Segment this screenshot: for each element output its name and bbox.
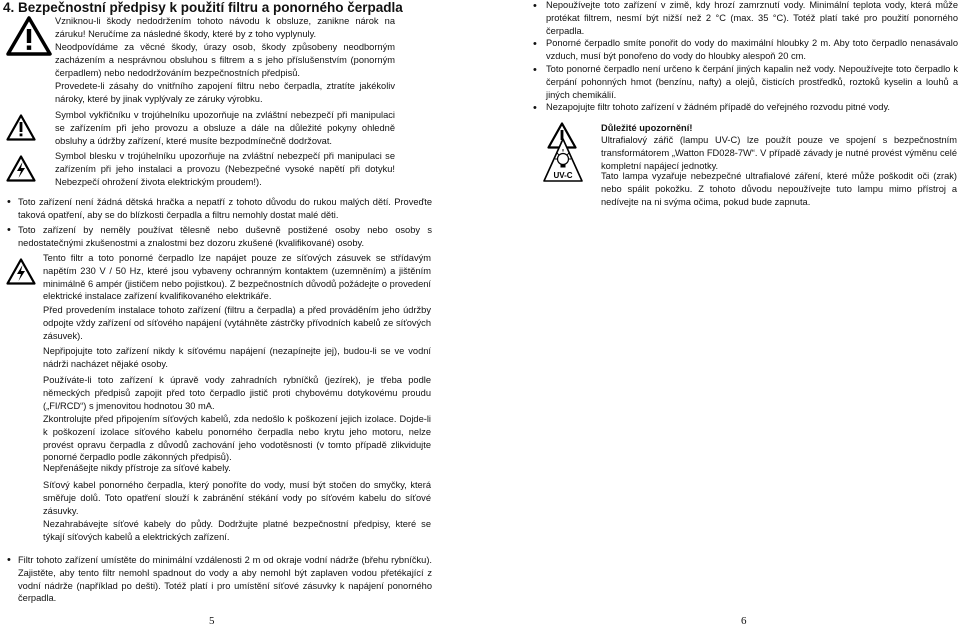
bullet-icon: • xyxy=(7,554,11,566)
warning-exclamation-icon xyxy=(6,16,52,56)
bullet-icon: • xyxy=(533,64,537,76)
electrical-supply: Tento filtr a toto ponorné čerpadlo lze napájet pouze ze síťových zásuvek se střídavým napětím 230 V / 50 Hz, které jsou vybaveny ochranným kontaktem (uzemněním) a jištěním minimálně 6 ampér (jističem nebo pojistkou). Z bezpečnostních důvodů požádejte o provedení elektrické instalace zařízení kvalifikovaného elektrikáře. xyxy=(43,253,431,302)
important-title: Důležité upozornění! xyxy=(601,123,693,133)
uv-warning-text: Tato lampa vyzařuje nebezpečné ultrafialové záření, které může poškodit oči (zrak) nebo spálit pokožku. Z tohoto důvodu nepoužívejte tuto lampu mimo přístroj a nedívejte na ni svýma očima, pokud bude zapnuta. xyxy=(601,171,957,207)
bullet-icon: • xyxy=(7,196,11,208)
uv-c-lamp-icon xyxy=(542,137,584,183)
electrical-rcd: Používáte-li toto zařízení k úpravě vody zahradních rybníčků (jezírek), je třeba podle německých předpisů zapojit před toto čerpadlo jistič proti chybovému dotykovému proudu („FI/RCD“) s jmenovitou hodnotou 30 mA. xyxy=(43,375,431,411)
bullet-icon: • xyxy=(533,102,537,114)
electrical-carry: Nepřenášejte nikdy přístroje za síťové kabely. xyxy=(43,463,231,473)
electrical-disconnect: Před provedením instalace tohoto zařízení (filtru a čerpadla) a před prováděním jeho údržby odpojte vždy zařízení od síťového napájení (vytáhněte zástrčky přívodních kabelů ze síťových zásuvek). xyxy=(43,305,431,341)
intro-intervention: Provedete-li zásahy do vnitřního zapojení filtru nebo čerpadla, ztratíte jakékoliv nároky, které by jinak vyplývaly ze záruky výrobku. xyxy=(55,81,395,104)
symbol-exclamation-text: Symbol vykřičníku v trojúhelníku upozorňuje na zvláštní nebezpečí při manipulaci se zařízením při jeho provozu a obsluze a dále na důležité pokyny ohledně obsluhy a údržby zařízení, které musíte bezpodmínečně dodržovat. xyxy=(55,110,395,146)
page-number-left: 5 xyxy=(209,615,215,627)
important-text: Ultrafialový zářič (lampu UV-C) lze použít pouze ve spojení s bezpečnostním transformátorem „Watton FD028-7W“. V případě závady je nutné provést výměnu celé kompletní napájecí jednotky. xyxy=(601,135,957,171)
exclamation-triangle-icon xyxy=(6,114,36,141)
page-number-right: 6 xyxy=(741,615,747,627)
lightning-triangle-icon xyxy=(6,258,36,285)
electrical-cable-check: Zkontrolujte před připojením síťových kabelů, zda nedošlo k poškození jejich izolace. Dojde-li k poškození izolace síťového kabelu ponorného čerpadla nebo krytu jeho motoru, nelze provést opravu čerpadla z důvodů zachování jeho vodotěsnosti (v tomto případě zlikvidujte ponorné čerpadlo podle zákonných předpisů). xyxy=(43,414,431,463)
symbol-lightning-text: Symbol blesku v trojúhelníku upozorňuje na zvláštní nebezpečí při manipulaci se zařízením při jeho instalaci a provozu (Nebezpečné vysoké napětí při dotyku! Nebezpečí ohrožení života elektrickým proudem!). xyxy=(55,151,395,187)
lightning-triangle-icon xyxy=(6,155,36,182)
bullet-liquids: Toto ponorné čerpadlo není určeno k čerpání jiných kapalin než vody. Nepoužívejte toto čerpadlo k čerpání pohonných hmot (benzínu, nafty) a olejů, čisticích prostředků, roztoků kyselin a louhů a jiných chemikálií. xyxy=(546,64,958,100)
bullet-disabled-persons: Toto zařízení by neměly používat tělesně nebo duševně postižené osoby nebo osoby s nedostatečnými zkušenostmi a znalostmi bez dozoru zkušené (kvalifikované) osoby. xyxy=(18,225,432,248)
bullet-depth: Ponorné čerpadlo smíte ponořit do vody do maximální hloubky 2 m. Aby toto čerpadlo nenasávalo vzduch, musí být ponořeno do vody do hloubky alespoň 20 cm. xyxy=(546,38,958,61)
bullet-icon: • xyxy=(533,0,537,12)
electrical-persons-in-water: Nepřipojujte toto zařízení nikdy k síťovému napájení (nezapínejte jej), budou-li se ve vodní nádrži nacházet nějaké osoby. xyxy=(43,346,431,369)
bullet-icon: • xyxy=(533,38,537,50)
intro-liability: Neodpovídáme za věcné škody, úrazy osob, škody způsobeny neodborným zacházením a nesprávnou obsluhou s filtrem a s jeho příslušenstvím (ponorným čerpadlem) nebo nedodržováním bezpečnostních předpisů. xyxy=(55,42,395,78)
bullet-icon: • xyxy=(7,224,11,236)
bullet-drinking-water: Nezapojujte filtr tohoto zařízení v žádném případě do veřejného rozvodu pitné vody. xyxy=(546,102,891,112)
bullet-children: Toto zařízení není žádná dětská hračka a nepatří z tohoto důvodu do rukou malých dětí. Proveďte taková opatření, aby se do blízkosti čerpadla a filtru nemohly dostat malé děti. xyxy=(18,197,432,220)
page-title: 4. Bezpečnostní předpisy k použití filtru a ponorného čerpadla xyxy=(3,0,403,15)
bullet-distance: Filtr tohoto zařízení umístěte do minimální vzdálenosti 2 m od okraje vodní nádrže (břehu rybníčku). Zajistěte, aby tento filtr nemohl spadnout do vody a aby nemohl být zaplaven vodou přetékající z vodní nádrže (například po dešti). Totéž platí i pro umístění síťové zásuvky k napájení ponorného čerpadla. xyxy=(18,555,432,604)
electrical-burying: Nezahrabávejte síťové kabely do půdy. Dodržujte platné bezpečnostní předpisy, které se týkají síťových kabelů a elektrických zařízení. xyxy=(43,519,431,542)
bullet-temperature: Nepoužívejte toto zařízení v zimě, kdy hrozí zamrznutí vody. Minimální teplota vody, která může protékat filtrem, nesmí být nižší než 2 °C (max. 35 °C). Totéž platí také pro použití ponorného čerpadla. xyxy=(546,0,958,36)
electrical-drip-loop: Síťový kabel ponorného čerpadla, který ponoříte do vody, musí být stočen do smyčky, která směřuje dolů. Toto opatření slouží k zabránění stékání vody po síťovém kabelu do síťové zásuvky. xyxy=(43,480,431,516)
intro-warranty: Vzniknou-li škody nedodržením tohoto návodu k obsluze, zaniknе nárok na záruku! Neručíme za následné škody, které by z toho vyplynuly. xyxy=(55,16,395,39)
uv-c-label: UV-C xyxy=(553,171,573,180)
